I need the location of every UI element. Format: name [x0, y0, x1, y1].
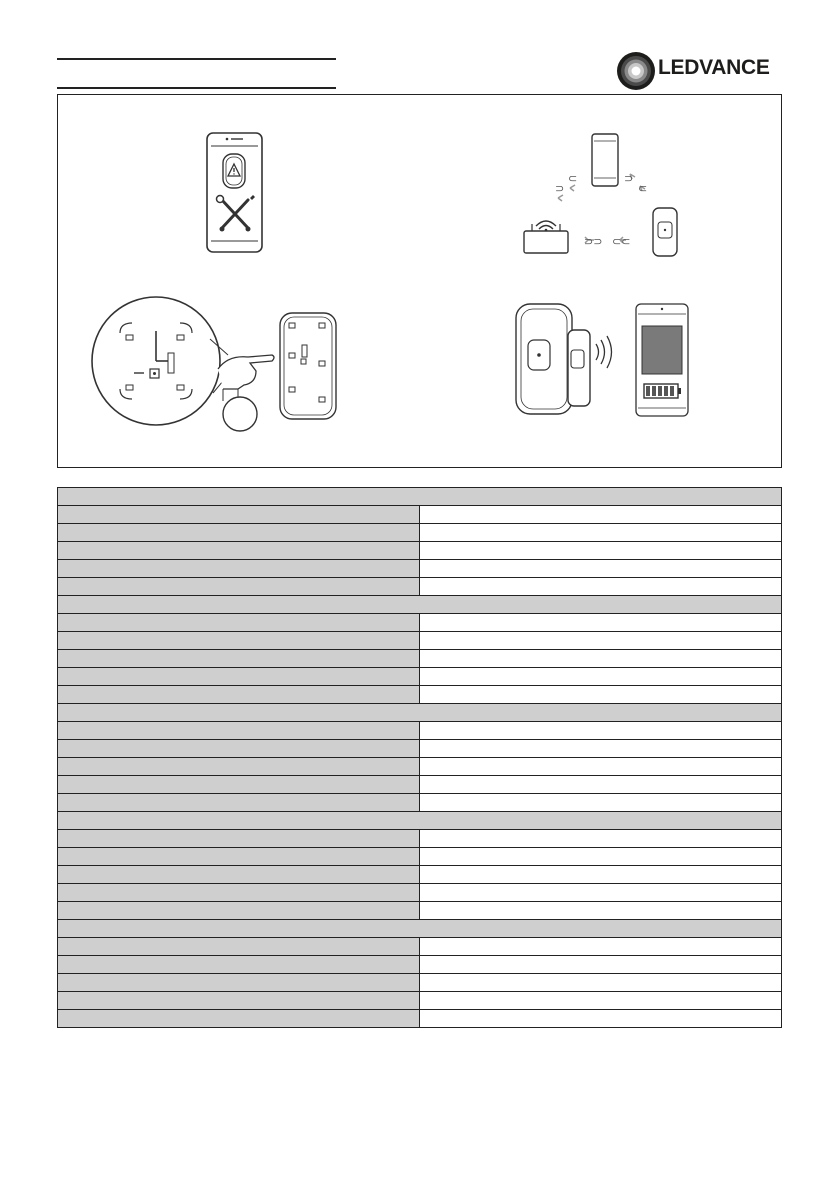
section-cell: [58, 596, 782, 614]
table-row: [58, 992, 782, 1010]
value-cell: [420, 884, 782, 902]
section-cell: [58, 812, 782, 830]
label-cell: [58, 992, 420, 1010]
header-rule-top: [57, 58, 336, 60]
table-row: [58, 902, 782, 920]
svg-text:⊃⊃: ⊃⊃: [584, 236, 603, 248]
section-cell: [58, 488, 782, 506]
table-row: [58, 974, 782, 992]
svg-text:⊂: ⊂: [638, 183, 648, 195]
table-row: [58, 632, 782, 650]
label-cell: [58, 776, 420, 794]
value-cell: [420, 866, 782, 884]
table-row: [58, 506, 782, 524]
table-row: [58, 884, 782, 902]
label-cell: [58, 560, 420, 578]
table-section-header: [58, 812, 782, 830]
svg-text:⊂: ⊂: [568, 173, 578, 185]
value-cell: [420, 956, 782, 974]
table-row: [58, 668, 782, 686]
value-cell: [420, 848, 782, 866]
value-cell: [420, 524, 782, 542]
value-cell: [420, 740, 782, 758]
table-row: [58, 938, 782, 956]
value-cell: [420, 758, 782, 776]
table-row: [58, 740, 782, 758]
value-cell: [420, 632, 782, 650]
table-row: [58, 560, 782, 578]
value-cell: [420, 830, 782, 848]
network-pairing-icon: [520, 128, 700, 260]
svg-text:⊂⊂: ⊂⊂: [612, 236, 631, 248]
table-row: [58, 830, 782, 848]
table-row: [58, 614, 782, 632]
table-section-header: [58, 920, 782, 938]
label-cell: [58, 524, 420, 542]
table-row: [58, 794, 782, 812]
header-rule-bottom: [57, 87, 336, 89]
label-cell: [58, 506, 420, 524]
sensor-signal-battery-icon: [512, 300, 692, 422]
table-section-header: [58, 488, 782, 506]
spec-table: [57, 487, 782, 1028]
value-cell: [420, 650, 782, 668]
label-cell: [58, 758, 420, 776]
label-cell: [58, 884, 420, 902]
value-cell: [420, 902, 782, 920]
value-cell: [420, 578, 782, 596]
label-cell: [58, 902, 420, 920]
table-row: [58, 524, 782, 542]
value-cell: [420, 686, 782, 704]
table-row: [58, 722, 782, 740]
label-cell: [58, 974, 420, 992]
value-cell: [420, 776, 782, 794]
table-section-header: [58, 596, 782, 614]
value-cell: [420, 560, 782, 578]
table-row: [58, 578, 782, 596]
table-row: [58, 542, 782, 560]
value-cell: [420, 506, 782, 524]
label-cell: [58, 866, 420, 884]
value-cell: [420, 794, 782, 812]
table-row: [58, 758, 782, 776]
sensor-back-reset-icon: [88, 293, 353, 433]
label-cell: [58, 740, 420, 758]
value-cell: [420, 992, 782, 1010]
section-cell: [58, 920, 782, 938]
label-cell: [58, 794, 420, 812]
label-cell: [58, 1010, 420, 1028]
label-cell: [58, 614, 420, 632]
table-row: [58, 1010, 782, 1028]
label-cell: [58, 938, 420, 956]
table-section-header: [58, 704, 782, 722]
phone-warning-tools-icon: [195, 128, 271, 256]
table-row: [58, 776, 782, 794]
label-cell: [58, 632, 420, 650]
brand-name: LEDVANCE: [658, 56, 770, 79]
label-cell: [58, 722, 420, 740]
value-cell: [420, 614, 782, 632]
value-cell: [420, 722, 782, 740]
value-cell: [420, 1010, 782, 1028]
value-cell: [420, 938, 782, 956]
label-cell: [58, 848, 420, 866]
label-cell: [58, 650, 420, 668]
table-row: [58, 848, 782, 866]
label-cell: [58, 542, 420, 560]
svg-text:⊃: ⊃: [624, 173, 634, 185]
label-cell: [58, 578, 420, 596]
value-cell: [420, 542, 782, 560]
label-cell: [58, 686, 420, 704]
label-cell: [58, 830, 420, 848]
value-cell: [420, 668, 782, 686]
table-row: [58, 866, 782, 884]
svg-text:⊃: ⊃: [555, 183, 565, 195]
section-cell: [58, 704, 782, 722]
value-cell: [420, 974, 782, 992]
table-row: [58, 956, 782, 974]
table-row: [58, 686, 782, 704]
label-cell: [58, 956, 420, 974]
table-row: [58, 650, 782, 668]
label-cell: [58, 668, 420, 686]
